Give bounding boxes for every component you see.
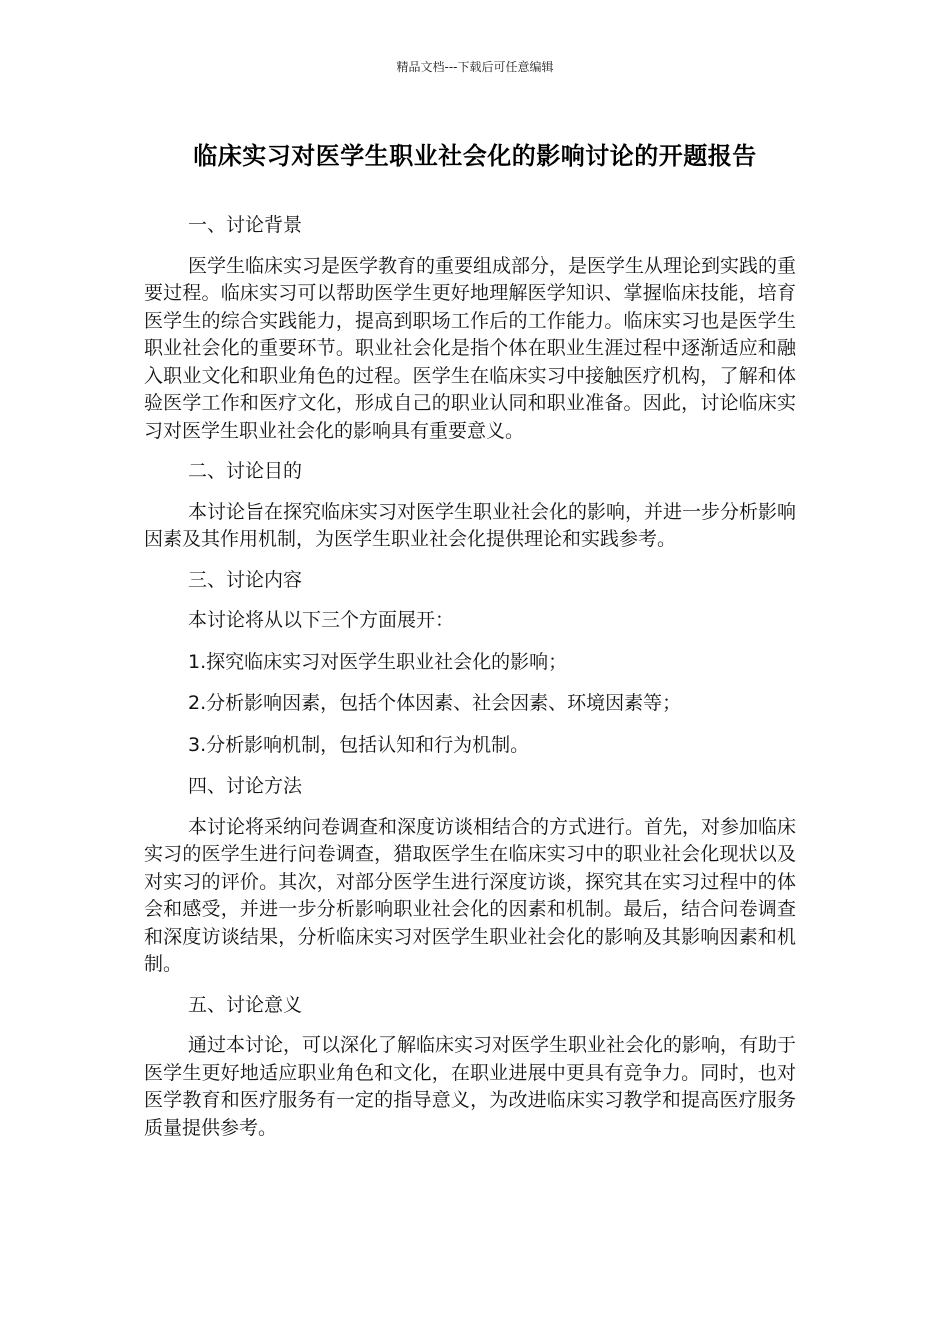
list-item: 1.探究临床实习对医学生职业社会化的影响； — [188, 650, 568, 673]
section-heading-method: 四、讨论方法 — [188, 775, 303, 797]
section-heading-content: 三、讨论内容 — [188, 568, 303, 591]
section-paragraph-purpose: 本讨论旨在探究临床实习对医学生职业社会化的影响，并进一步分析影响因素及其作用机制，为医学生职业社会化提供理论和实践参考。 — [144, 500, 797, 550]
page-header: 精品文档---下载后可任意编辑 — [396, 60, 554, 74]
section-heading-significance: 五、讨论意义 — [188, 993, 303, 1016]
list-item: 2.分析影响因素，包括个体因素、社会因素、环境因素等； — [188, 692, 682, 714]
section-heading-purpose: 二、讨论目的 — [188, 460, 303, 482]
section-paragraph-significance: 通过本讨论，可以深化了解临床实习对医学生职业社会化的影响，有助于医学生更好地适应职业角色和文化，在职业进展中更具有竞争力。同时，也对医学教育和医疗服务有一定的指导意义，为改进临床实习教学和提高医疗服务质量提供参考。 — [144, 1034, 797, 1139]
document-title: 临床实习对医学生职业社会化的影响讨论的开题报告 — [193, 142, 757, 170]
section-intro-content: 本讨论将从以下三个方面展开： — [188, 609, 455, 631]
section-paragraph-background: 医学生临床实习是医学教育的重要组成部分，是医学生从理论到实践的重要过程。临床实习可以帮助医学生更好地理解医学知识、掌握临床技能，培育医学生的综合实践能力，提高到职场工作后的工作能力。临床实习也是医学生职业社会化的重要环节。职业社会化是指个体在职业生涯过程中逐渐适应和融入职业文化和职业角色的过程。医学生在临床实习中接触医疗机构，了解和体验医学工作和医疗文化，形成自己的职业认同和职业准备。因此，讨论临床实习对医学生职业社会化的影响具有重要意义。 — [144, 254, 797, 442]
document-body — [144, 212, 796, 1155]
section-paragraph-method: 本讨论将采纳问卷调查和深度访谈相结合的方式进行。首先，对参加临床实习的医学生进行问卷调查，猎取医学生在临床实习中的职业社会化现状以及对实习的评价。其次，对部分医学生进行深度访谈，探究其在实习过程中的体会和感受，并进一步分析影响职业社会化的因素和机制。最后，结合问卷调查和深度访谈结果，分析临床实习对医学生职业社会化的影响及其影响因素和机制。 — [144, 815, 797, 975]
section-heading-background: 一、讨论背景 — [188, 214, 303, 236]
list-item: 3.分析影响机制，包括认知和行为机制。 — [188, 733, 530, 756]
